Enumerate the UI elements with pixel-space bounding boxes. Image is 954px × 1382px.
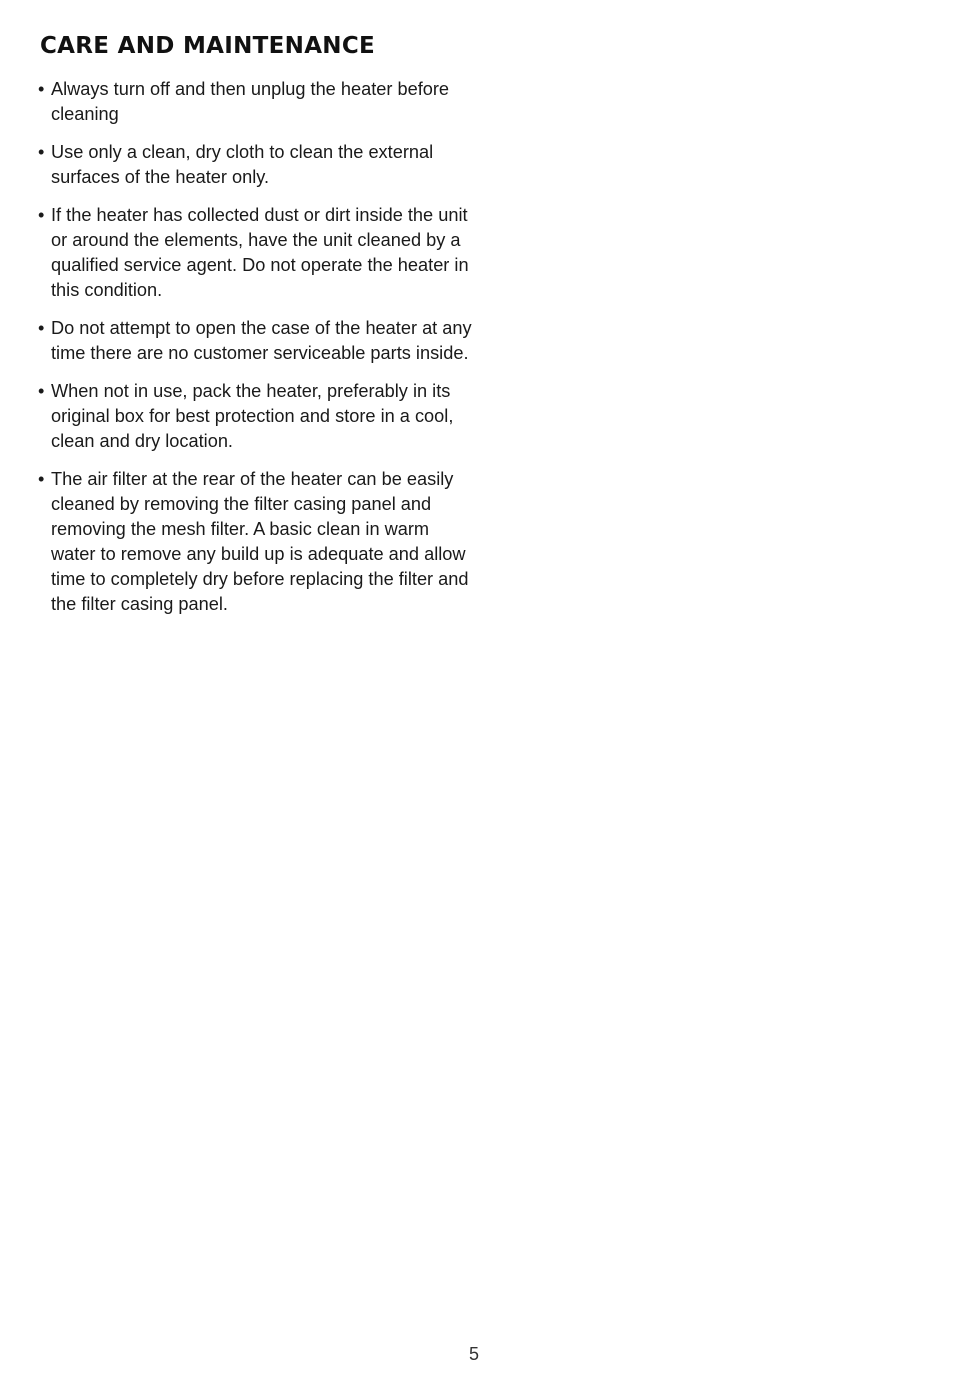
bullet-icon: •: [38, 469, 45, 489]
list-item: [38, 316, 478, 366]
list-item: [38, 203, 478, 303]
bullet-icon: •: [38, 318, 45, 338]
care-instruction-text: If the heater has collected dust or dirt inside the unit or around the elements, have the unit cleaned by a qualified service agent. Do not operate the heater in this condition.: [51, 205, 469, 300]
list-item: [38, 77, 478, 127]
care-instruction-text: When not in use, pack the heater, preferably in its original box for best protection and store in a cool, clean and dry location.: [51, 381, 454, 451]
care-instruction-text: Do not attempt to open the case of the heater at any time there are no customer serviceable parts inside.: [51, 318, 472, 363]
care-instructions-list: [38, 77, 478, 630]
bullet-icon: •: [38, 142, 45, 162]
list-item: [38, 379, 478, 454]
list-item: [38, 140, 478, 190]
bullet-icon: •: [38, 381, 45, 401]
bullet-icon: •: [38, 205, 45, 225]
page-number: 5: [468, 1344, 479, 1364]
page-title: CARE AND MAINTENANCE: [40, 33, 376, 59]
care-instruction-text: Use only a clean, dry cloth to clean the external surfaces of the heater only.: [51, 142, 434, 187]
bullet-icon: •: [38, 79, 45, 99]
care-instruction-text: The air filter at the rear of the heater can be easily cleaned by removing the filter casing panel and removing the mesh filter. A basic clean in warm water to remove any build up is adequate and allow time to completely dry before replacing the filter and the filter casing panel.: [51, 469, 469, 614]
list-item: [38, 467, 478, 617]
care-instruction-text: Always turn off and then unplug the heater before cleaning: [51, 79, 450, 124]
